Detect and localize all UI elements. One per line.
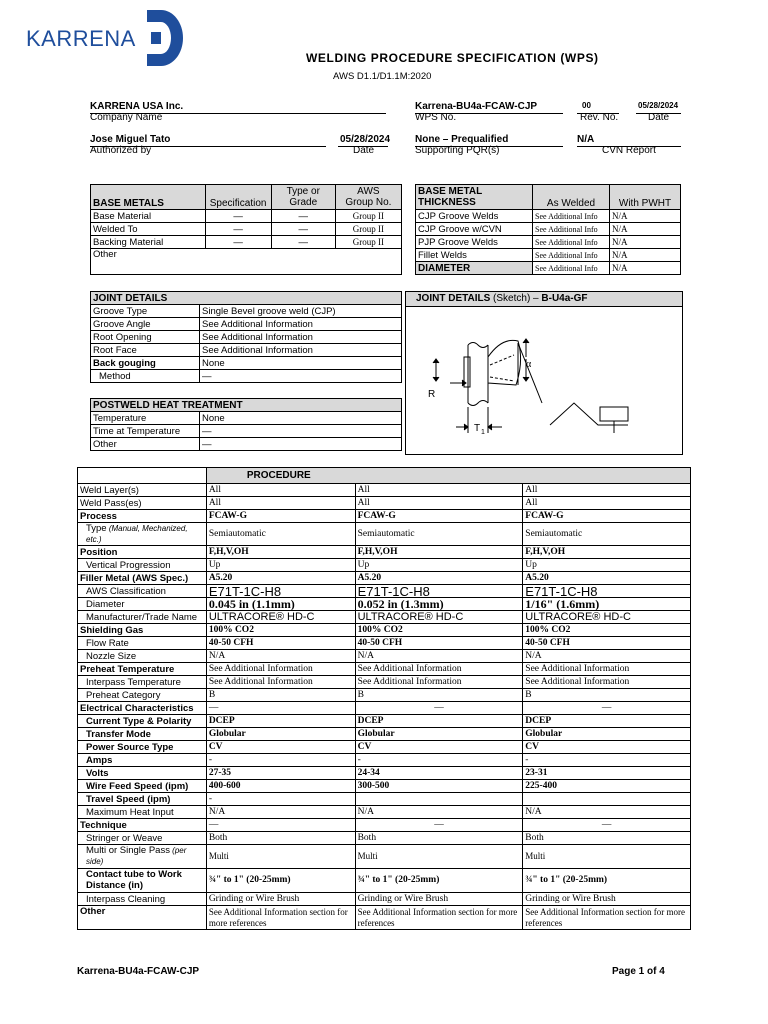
- row-label: Back gouging: [91, 357, 200, 370]
- procedure-value-cell: Grinding or Wire Brush: [355, 893, 523, 906]
- procedure-row: [78, 611, 691, 624]
- procedure-value-cell: Semiautomatic: [355, 523, 523, 546]
- grade-cell: —: [271, 236, 335, 249]
- table-row: [91, 331, 402, 344]
- procedure-value-cell: Both: [206, 832, 355, 845]
- procedure-value-cell: —: [523, 819, 691, 832]
- procedure-value-cell: Both: [523, 832, 691, 845]
- procedure-value-cell: 300-500: [355, 780, 523, 793]
- procedure-row: [78, 728, 691, 741]
- supporting-pqr-value: None – Prequalified: [415, 134, 509, 145]
- procedure-value-cell: See Additional Information section for more references: [355, 906, 523, 930]
- procedure-row-label: Filler Metal (AWS Spec.): [78, 572, 207, 585]
- procedure-row: [78, 832, 691, 845]
- procedure-value-cell: ¾" to 1" (20-25mm): [523, 869, 691, 893]
- procedure-value-cell: 40-50 CFH: [355, 637, 523, 650]
- procedure-value-cell: -: [523, 754, 691, 767]
- thickness-table: [415, 184, 681, 275]
- procedure-value-cell: 24-34: [355, 767, 523, 780]
- procedure-value-cell: DCEP: [355, 715, 523, 728]
- as-welded-cell: See Additional Info: [533, 262, 610, 275]
- procedure-row-label: Maximum Heat Input: [78, 806, 207, 819]
- procedure-row: [78, 689, 691, 702]
- auth-date-value: 05/28/2024: [340, 134, 391, 145]
- procedure-row: [78, 559, 691, 572]
- table-row: [416, 249, 681, 262]
- procedure-row-label: Contact tube to Work Distance (in): [78, 869, 207, 893]
- procedure-header: PROCEDURE: [206, 468, 690, 484]
- row-label: Root Face: [91, 344, 200, 357]
- group-cell: Group II: [335, 223, 401, 236]
- procedure-row-label: Amps: [78, 754, 207, 767]
- document-title: WELDING PROCEDURE SPECIFICATION (WPS): [306, 51, 599, 65]
- procedure-row: [78, 793, 691, 806]
- procedure-value-cell: A5.20: [523, 572, 691, 585]
- row-label: Fillet Welds: [416, 249, 533, 262]
- procedure-value-cell: DCEP: [206, 715, 355, 728]
- type-grade-header: Type or Grade: [271, 185, 335, 210]
- group-cell: Group II: [335, 236, 401, 249]
- procedure-value-cell: See Additional Information section for more references: [523, 906, 691, 930]
- procedure-row: [78, 572, 691, 585]
- table-row: [91, 223, 402, 236]
- procedure-row: [78, 869, 691, 893]
- specification-header: Specification: [205, 185, 271, 210]
- thickness-label: T: [474, 423, 481, 434]
- procedure-row-label: Stringer or Weave: [78, 832, 207, 845]
- pwht-cell: N/A: [610, 262, 681, 275]
- row-value: See Additional Information: [200, 344, 402, 357]
- rev-no-value: 00: [582, 101, 591, 110]
- procedure-row-label: Interpass Cleaning: [78, 893, 207, 906]
- table-row: [416, 210, 681, 223]
- procedure-value-cell: ¾" to 1" (20-25mm): [206, 869, 355, 893]
- procedure-value-cell: -: [355, 754, 523, 767]
- row-value: Single Bevel groove weld (CJP): [200, 305, 402, 318]
- procedure-row: [78, 845, 691, 869]
- procedure-value-cell: 23-31: [523, 767, 691, 780]
- procedure-value-cell: 400-600: [206, 780, 355, 793]
- procedure-value-cell: 100% CO2: [355, 624, 523, 637]
- row-label: Other: [91, 438, 200, 451]
- procedure-row-label: Type (Manual, Mechanized, etc.): [78, 523, 207, 546]
- procedure-value-cell: —: [355, 702, 523, 715]
- procedure-value-cell: Multi: [355, 845, 523, 869]
- table-row: [91, 357, 402, 370]
- wps-no-value: Karrena-BU4a-FCAW-CJP: [415, 101, 538, 112]
- procedure-value-cell: ¾" to 1" (20-25mm): [355, 869, 523, 893]
- procedure-value-cell: 225-400: [523, 780, 691, 793]
- procedure-row: [78, 510, 691, 523]
- procedure-value-cell: See Additional Information section for more references: [206, 906, 355, 930]
- as-welded-cell: See Additional Info: [533, 210, 610, 223]
- alpha-label: α: [526, 359, 532, 370]
- procedure-value-cell: E71T-1C-H8: [206, 585, 355, 598]
- joint-details-table: [90, 291, 402, 383]
- procedure-value-cell: Multi: [523, 845, 691, 869]
- procedure-value-cell: FCAW-G: [355, 510, 523, 523]
- procedure-value-cell: Grinding or Wire Brush: [523, 893, 691, 906]
- procedure-value-cell: F,H,V,OH: [355, 546, 523, 559]
- auth-date-label: Date: [353, 145, 375, 156]
- procedure-row-label: AWS Classification: [78, 585, 207, 598]
- procedure-value-cell: F,H,V,OH: [206, 546, 355, 559]
- procedure-row: [78, 546, 691, 559]
- procedure-value-cell: DCEP: [523, 715, 691, 728]
- procedure-value-cell: -: [206, 793, 355, 806]
- company-logo-icon: [147, 10, 183, 66]
- procedure-value-cell: B: [355, 689, 523, 702]
- procedure-value-cell: Both: [355, 832, 523, 845]
- procedure-value-cell: 0.052 in (1.3mm): [355, 598, 523, 611]
- procedure-row-label: Diameter: [78, 598, 207, 611]
- procedure-value-cell: N/A: [206, 806, 355, 819]
- joint-sketch-drawing: [406, 307, 682, 453]
- procedure-row: [78, 484, 691, 497]
- procedure-value-cell: Globular: [355, 728, 523, 741]
- procedure-value-cell: —: [206, 702, 355, 715]
- procedure-value-cell: 27-35: [206, 767, 355, 780]
- procedure-row-label: Interpass Temperature: [78, 676, 207, 689]
- procedure-value-cell: See Additional Information: [206, 676, 355, 689]
- row-label: Backing Material: [91, 236, 206, 249]
- joint-details-header: JOINT DETAILS: [91, 292, 402, 305]
- document-subtitle: AWS D1.1/D1.1M:2020: [333, 71, 432, 82]
- procedure-row: [78, 754, 691, 767]
- procedure-row: [78, 598, 691, 611]
- thickness-subscript: 1: [481, 429, 485, 436]
- procedure-row: [78, 650, 691, 663]
- base-metals-header: BASE METALS: [91, 185, 206, 210]
- procedure-value-cell: N/A: [355, 650, 523, 663]
- procedure-row-label: Preheat Category: [78, 689, 207, 702]
- procedure-value-cell: A5.20: [355, 572, 523, 585]
- table-row: [91, 210, 402, 223]
- with-pwht-header: With PWHT: [610, 185, 681, 210]
- supporting-pqr-label: Supporting PQR(s): [415, 145, 500, 156]
- procedure-value-cell: F,H,V,OH: [523, 546, 691, 559]
- procedure-row-label: Flow Rate: [78, 637, 207, 650]
- cvn-report-value: N/A: [577, 134, 595, 145]
- procedure-value-cell: Globular: [206, 728, 355, 741]
- procedure-value-cell: B: [206, 689, 355, 702]
- row-label: CJP Groove w/CVN: [416, 223, 533, 236]
- procedure-value-cell: E71T-1C-H8: [523, 585, 691, 598]
- procedure-value-cell: N/A: [355, 806, 523, 819]
- procedure-value-cell: All: [206, 484, 355, 497]
- procedure-row-label: Weld Layer(s): [78, 484, 207, 497]
- procedure-row: [78, 906, 691, 930]
- row-label: Groove Type: [91, 305, 200, 318]
- procedure-row-label: Transfer Mode: [78, 728, 207, 741]
- authorized-by-value: Jose Miguel Tato: [90, 134, 171, 145]
- pwht-table: [90, 398, 402, 451]
- procedure-value-cell: FCAW-G: [206, 510, 355, 523]
- procedure-row-label: Multi or Single Pass (per side): [78, 845, 207, 869]
- pwht-header: POSTWELD HEAT TREATMENT: [91, 399, 402, 412]
- grade-cell: —: [271, 223, 335, 236]
- diameter-label: DIAMETER: [416, 262, 533, 275]
- procedure-row: [78, 893, 691, 906]
- procedure-row-label: Vertical Progression: [78, 559, 207, 572]
- procedure-value-cell: 100% CO2: [523, 624, 691, 637]
- procedure-table: [77, 467, 691, 930]
- as-welded-cell: See Additional Info: [533, 236, 610, 249]
- procedure-row: [78, 741, 691, 754]
- procedure-value-cell: 0.045 in (1.1mm): [206, 598, 355, 611]
- grade-cell: —: [271, 210, 335, 223]
- company-name-label: Company Name: [90, 112, 163, 123]
- rev-no-label: Rev. No.: [580, 112, 619, 123]
- procedure-value-cell: 40-50 CFH: [523, 637, 691, 650]
- procedure-row-label: Electrical Characteristics: [78, 702, 207, 715]
- spec-cell: —: [205, 223, 271, 236]
- procedure-value-cell: Semiautomatic: [206, 523, 355, 546]
- table-row: [91, 344, 402, 357]
- rev-date-value: 05/28/2024: [638, 101, 679, 110]
- procedure-value-cell: All: [206, 497, 355, 510]
- table-row: [416, 262, 681, 275]
- row-label: Groove Angle: [91, 318, 200, 331]
- procedure-value-cell: All: [523, 497, 691, 510]
- procedure-value-cell: CV: [206, 741, 355, 754]
- procedure-row-label: Technique: [78, 819, 207, 832]
- pwht-cell: N/A: [610, 223, 681, 236]
- procedure-value-cell: ULTRACORE® HD-C: [355, 611, 523, 624]
- table-row: [91, 412, 402, 425]
- row-label: Other: [91, 249, 402, 275]
- group-cell: Group II: [335, 210, 401, 223]
- procedure-row-label: Current Type & Polarity: [78, 715, 207, 728]
- procedure-row-label: Power Source Type: [78, 741, 207, 754]
- procedure-value-cell: E71T-1C-H8: [355, 585, 523, 598]
- procedure-row-label: Manufacturer/Trade Name: [78, 611, 207, 624]
- procedure-row: [78, 819, 691, 832]
- procedure-value-cell: -: [206, 754, 355, 767]
- procedure-row: [78, 663, 691, 676]
- table-row: [416, 236, 681, 249]
- rev-date-label: Date: [648, 112, 670, 123]
- procedure-row: [78, 702, 691, 715]
- row-value: None: [200, 357, 402, 370]
- procedure-value-cell: Semiautomatic: [523, 523, 691, 546]
- table-row: [91, 438, 402, 451]
- row-label: PJP Groove Welds: [416, 236, 533, 249]
- row-value: —: [200, 370, 402, 383]
- aws-group-header: AWS Group No.: [335, 185, 401, 210]
- table-row: [91, 425, 402, 438]
- procedure-value-cell: B: [523, 689, 691, 702]
- row-label: Temperature: [91, 412, 200, 425]
- procedure-row: [78, 585, 691, 598]
- row-value: —: [200, 438, 402, 451]
- procedure-value-cell: 40-50 CFH: [206, 637, 355, 650]
- procedure-row: [78, 806, 691, 819]
- procedure-value-cell: A5.20: [206, 572, 355, 585]
- procedure-row-label: Wire Feed Speed (ipm): [78, 780, 207, 793]
- pwht-cell: N/A: [610, 249, 681, 262]
- procedure-value-cell: See Additional Information: [355, 663, 523, 676]
- procedure-row: [78, 523, 691, 546]
- row-label: Base Material: [91, 210, 206, 223]
- procedure-value-cell: Up: [523, 559, 691, 572]
- procedure-row: [78, 780, 691, 793]
- row-value: None: [200, 412, 402, 425]
- procedure-row-label: Weld Pass(es): [78, 497, 207, 510]
- table-row: [91, 370, 402, 383]
- procedure-body: [78, 484, 691, 930]
- procedure-value-cell: —: [206, 819, 355, 832]
- procedure-row-label: Nozzle Size: [78, 650, 207, 663]
- procedure-value-cell: ULTRACORE® HD-C: [206, 611, 355, 624]
- procedure-row: [78, 715, 691, 728]
- procedure-value-cell: All: [355, 497, 523, 510]
- table-row: [91, 249, 402, 275]
- company-name-value: KARRENA USA Inc.: [90, 101, 184, 112]
- joint-sketch-panel: [405, 291, 683, 455]
- procedure-value-cell: —: [355, 819, 523, 832]
- procedure-value-cell: Grinding or Wire Brush: [206, 893, 355, 906]
- base-metals-table: [90, 184, 402, 275]
- thickness-header: BASE METAL THICKNESS: [416, 185, 533, 210]
- as-welded-cell: See Additional Info: [533, 223, 610, 236]
- as-welded-cell: See Additional Info: [533, 249, 610, 262]
- procedure-row-label: Process: [78, 510, 207, 523]
- procedure-value-cell: See Additional Information: [355, 676, 523, 689]
- procedure-value-cell: ULTRACORE® HD-C: [523, 611, 691, 624]
- procedure-value-cell: See Additional Information: [523, 676, 691, 689]
- row-value: See Additional Information: [200, 318, 402, 331]
- joint-sketch-header: JOINT DETAILS (Sketch) – B-U4a-GF: [406, 292, 682, 307]
- procedure-value-cell: [523, 793, 691, 806]
- procedure-value-cell: —: [523, 702, 691, 715]
- procedure-value-cell: N/A: [523, 650, 691, 663]
- authorized-by-label: Authorized by: [90, 145, 152, 156]
- procedure-value-cell: All: [355, 484, 523, 497]
- row-value: —: [200, 425, 402, 438]
- procedure-row-label: Shielding Gas: [78, 624, 207, 637]
- procedure-value-cell: 1/16" (1.6mm): [523, 598, 691, 611]
- procedure-row: [78, 767, 691, 780]
- procedure-row: [78, 676, 691, 689]
- procedure-value-cell: All: [523, 484, 691, 497]
- row-label: Root Opening: [91, 331, 200, 344]
- procedure-value-cell: CV: [355, 741, 523, 754]
- cvn-report-label: CVN Report: [602, 145, 656, 156]
- procedure-corner: [78, 468, 207, 484]
- company-logo-text: KARRENA: [26, 26, 136, 51]
- row-label: CJP Groove Welds: [416, 210, 533, 223]
- table-row: [416, 223, 681, 236]
- footer-page-number: Page 1 of 4: [612, 966, 665, 977]
- procedure-row-label: Position: [78, 546, 207, 559]
- procedure-row-label: Preheat Temperature: [78, 663, 207, 676]
- procedure-value-cell: [355, 793, 523, 806]
- procedure-value-cell: Globular: [523, 728, 691, 741]
- procedure-value-cell: Up: [355, 559, 523, 572]
- procedure-value-cell: Up: [206, 559, 355, 572]
- row-label: Welded To: [91, 223, 206, 236]
- procedure-row-label: Volts: [78, 767, 207, 780]
- procedure-row: [78, 497, 691, 510]
- root-label: R: [428, 389, 436, 400]
- procedure-value-cell: CV: [523, 741, 691, 754]
- procedure-value-cell: 100% CO2: [206, 624, 355, 637]
- procedure-value-cell: See Additional Information: [206, 663, 355, 676]
- procedure-row: [78, 637, 691, 650]
- procedure-value-cell: N/A: [523, 806, 691, 819]
- row-label: Method: [91, 370, 200, 383]
- wps-no-label: WPS No.: [415, 112, 457, 123]
- procedure-row: [78, 624, 691, 637]
- table-row: [91, 305, 402, 318]
- spec-cell: —: [205, 236, 271, 249]
- procedure-value-cell: See Additional Information: [523, 663, 691, 676]
- procedure-value-cell: N/A: [206, 650, 355, 663]
- procedure-row-label: Travel Speed (ipm): [78, 793, 207, 806]
- spec-cell: —: [205, 210, 271, 223]
- as-welded-header: As Welded: [533, 185, 610, 210]
- procedure-value-cell: Multi: [206, 845, 355, 869]
- table-row: [91, 318, 402, 331]
- pwht-cell: N/A: [610, 236, 681, 249]
- footer-doc-id: Karrena-BU4a-FCAW-CJP: [77, 966, 200, 977]
- pwht-cell: N/A: [610, 210, 681, 223]
- table-row: [91, 236, 402, 249]
- procedure-value-cell: FCAW-G: [523, 510, 691, 523]
- row-value: See Additional Information: [200, 331, 402, 344]
- row-label: Time at Temperature: [91, 425, 200, 438]
- procedure-row-label: Other: [78, 906, 207, 930]
